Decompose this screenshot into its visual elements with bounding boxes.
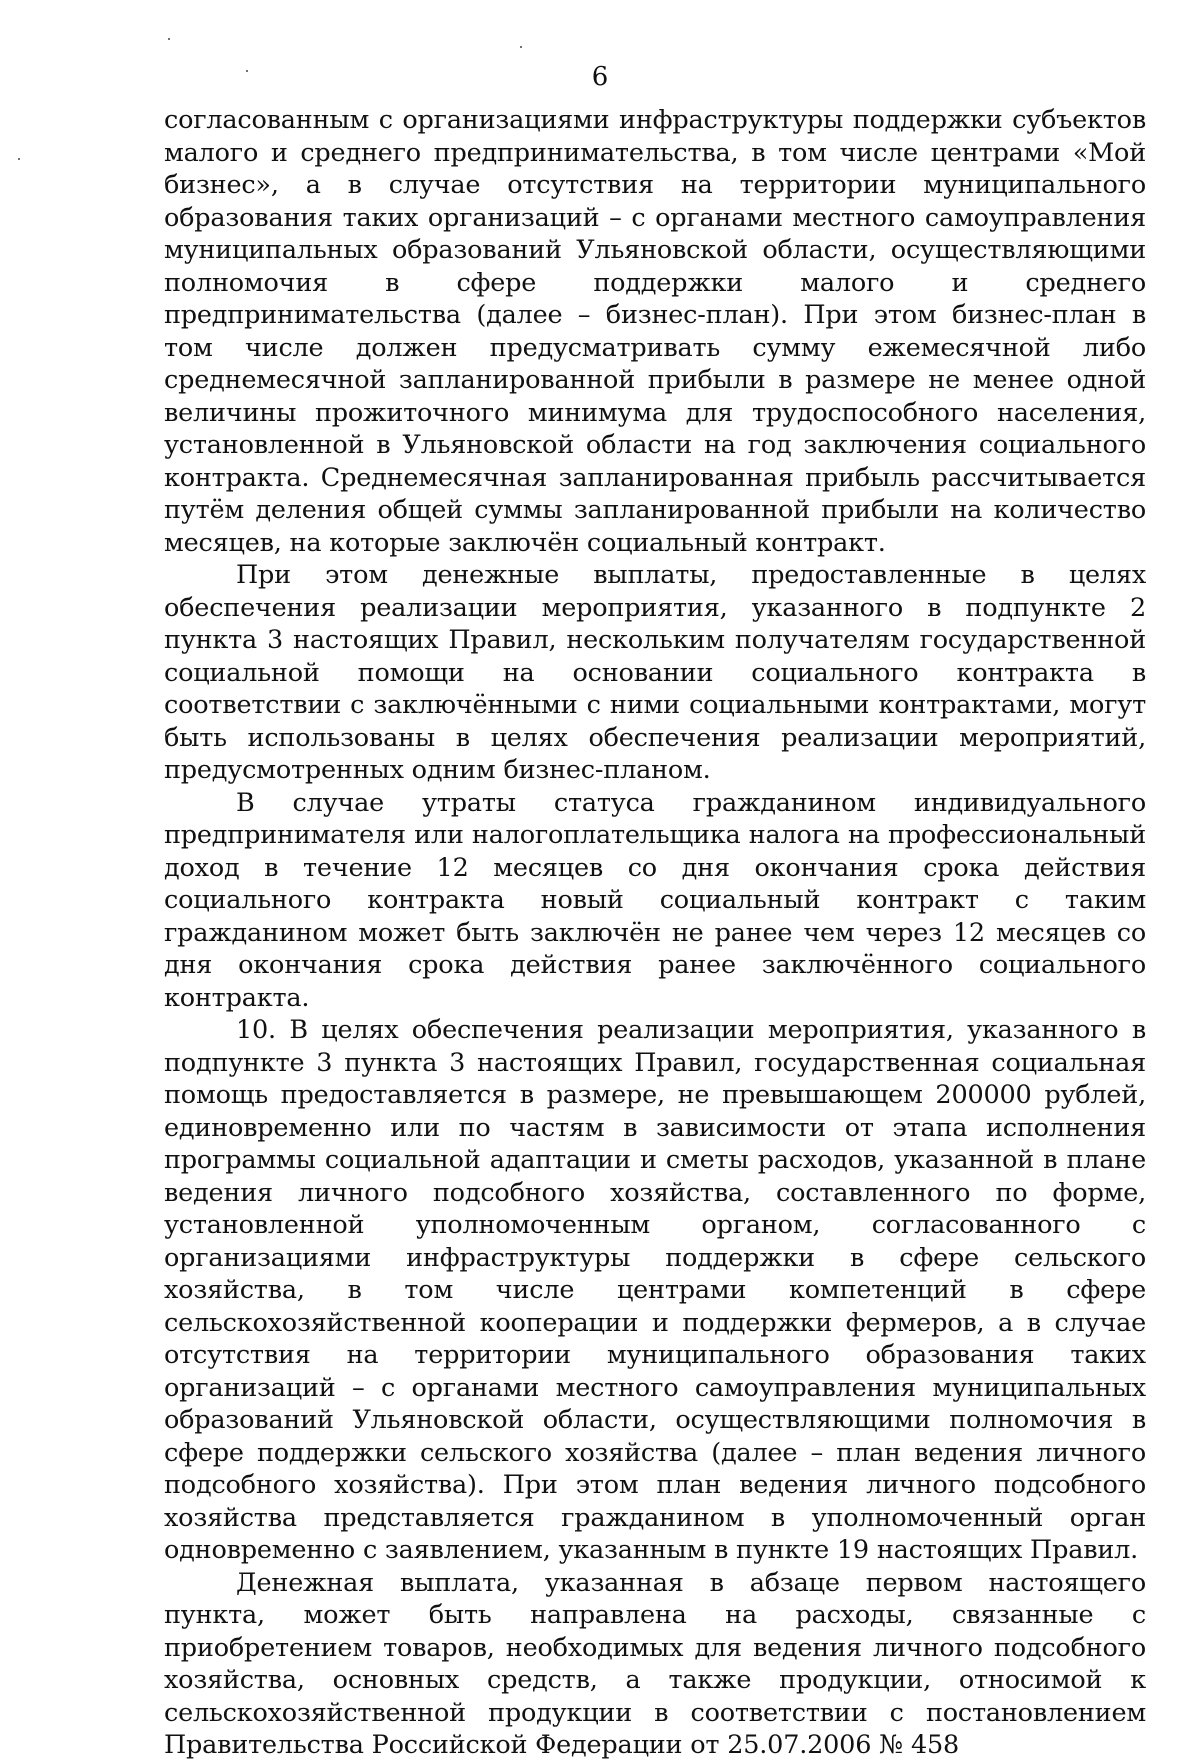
scan-speck [520,46,522,48]
paragraph-item-10: 10. В целях обеспечения реализации мероприятия, указанного в подпункте 3 пункта 3 настоящих Правил, государственная социальная помощь предоставляется в размере, не превышающем 200000 рублей, единовременно или по частям в зависимости от этапа исполнения программы социальной адаптации и сметы расходов, указанной в плане ведения личного подсобного хозяйства, составленного по форме, установленной уполномоченным органом, согласованного с организациями инфраструктуры поддержки в сфере сельского хозяйства, в том числе центрами компетенций в сфере сельскохозяйственной кооперации и поддержки фермеров, а в случае отсутствия на территории муниципального образования таких организаций – с органами местного самоуправления муниципальных образований Ульяновской области, осуществляющими полномочия в сфере поддержки сельского хозяйства (далее – план ведения личного подсобного хозяйства). При этом план ведения личного подсобного хозяйства представляется гражданином в уполномоченный орган одновременно с заявлением, указанным в пункте 19 настоящих Правил. [164,1015,1146,1565]
scan-speck [168,38,170,40]
page-number: 6 [591,62,609,92]
document-body [164,104,1146,1762]
paragraph-status-loss: В случае утраты статуса гражданином индивидуального предпринимателя или налогоплательщика налога на профессиональный доход в течение 12 месяцев со дня окончания срока действия социального контракта новый социальный контракт с таким гражданином может быть заключён не ранее чем через 12 месяцев со дня окончания срока действия ранее заключённого социального контракта. [164,787,1146,1013]
paragraph-continuation: согласованным с организациями инфраструктуры поддержки субъектов малого и среднего предпринимательства, в том числе центрами «Мой бизнес», а в случае отсутствия на территории муниципального образования таких организаций – с органами местного самоуправления муниципальных образований Ульяновской области, осуществляющими полномочия в сфере поддержки малого и среднего предпринимательства (далее – бизнес-план). При этом бизнес-план в том числе должен предусматривать сумму ежемесячной либо среднемесячной запланированной прибыли в размере не менее одной величины прожиточного минимума для трудоспособного населения, установленной в Ульяновской области на год заключения социального контракта. Среднемесячная запланированная прибыль рассчитывается путём деления общей суммы запланированной прибыли на количество месяцев, на которые заключён социальный контракт. [164,105,1146,558]
paragraph-cash-payment-use: Денежная выплата, указанная в абзаце первом настоящего пункта, может быть направлена на расходы, связанные с приобретением товаров, необходимых для ведения личного подсобного хозяйства, основных средств, а также продукции, относимой к сельскохозяйственной продукции в соответствии с постановлением Правительства Российской Федерации от 25.07.2006 № 458 [164,1567,1146,1760]
scan-speck [18,158,20,160]
paragraph-cash-payments: При этом денежные выплаты, предоставленные в целях обеспечения реализации мероприятия, указанного в подпункте 2 пункта 3 настоящих Правил, нескольким получателям государственной социальной помощи на основании социального контракта в соответствии с заключёнными с ними социальными контрактами, могут быть использованы в целях обеспечения реализации мероприятий, предусмотренных одним бизнес-планом. [164,560,1146,785]
